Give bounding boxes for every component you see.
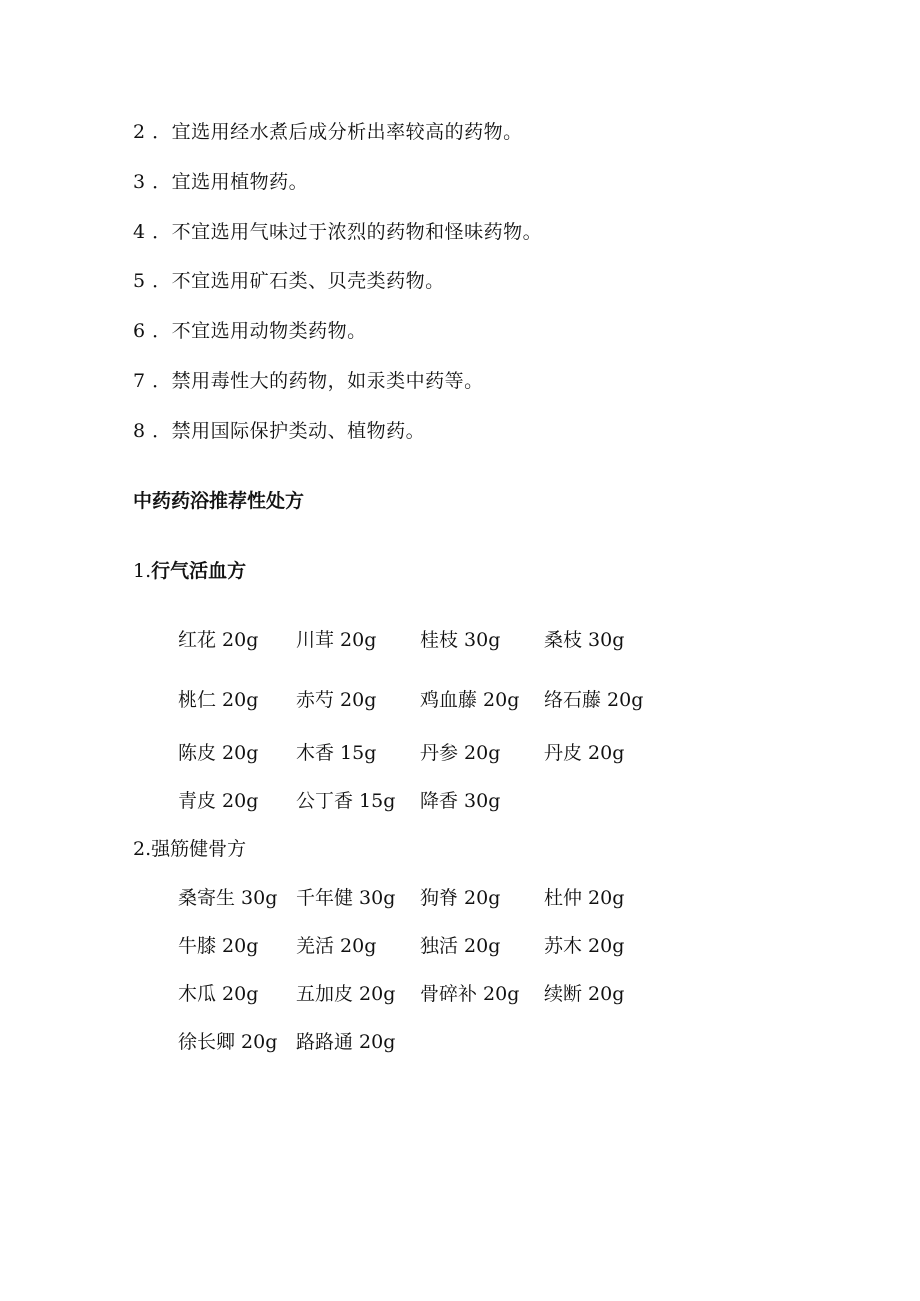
herb-item: 丹皮 20g xyxy=(544,742,625,764)
rule-item-8: 8 ．禁用国际保护类动、植物药。 xyxy=(133,420,426,442)
herb-item: 续断 20g xyxy=(544,983,625,1005)
section-title: 中药药浴推荐性处方 xyxy=(133,490,305,512)
herb-item: 川茸 20g xyxy=(296,629,377,651)
herb-row xyxy=(178,740,778,766)
formula-number: 2. xyxy=(133,838,152,860)
rule-item-2: 2 ．宜选用经水煮后成分析出率较高的药物。 xyxy=(133,121,523,143)
formula-name: 强筋健骨方 xyxy=(151,838,247,860)
rule-item-4: 4 ．不宜选用气味过于浓烈的药物和怪味药物。 xyxy=(133,221,543,243)
herb-row xyxy=(178,1029,778,1055)
rule-item-7: 7 ．禁用毒性大的药物，如汞类中药等。 xyxy=(133,370,484,392)
herb-row xyxy=(178,627,778,653)
herb-item: 陈皮 20g xyxy=(178,742,259,764)
herb-item: 公丁香 15g xyxy=(296,790,396,812)
herb-item: 千年健 30g xyxy=(296,887,396,909)
herb-item: 红花 20g xyxy=(178,629,259,651)
herb-item: 青皮 20g xyxy=(178,790,259,812)
herb-item: 络石藤 20g xyxy=(544,689,644,711)
herb-item: 赤芍 20g xyxy=(296,689,377,711)
herb-item: 杜仲 20g xyxy=(544,887,625,909)
formula-number: 1. xyxy=(133,560,152,582)
herb-item: 桑枝 30g xyxy=(544,629,625,651)
herb-row xyxy=(178,981,778,1007)
herb-item: 桃仁 20g xyxy=(178,689,259,711)
formula-name: 行气活血方 xyxy=(151,560,247,582)
rule-item-5: 5 ．不宜选用矿石类、贝壳类药物。 xyxy=(133,270,445,292)
herb-row xyxy=(178,788,778,814)
rule-item-6: 6 ．不宜选用动物类药物。 xyxy=(133,320,367,342)
herb-item: 丹参 20g xyxy=(420,742,501,764)
herb-row xyxy=(178,885,778,911)
herb-item: 木瓜 20g xyxy=(178,983,259,1005)
herb-item: 独活 20g xyxy=(420,935,501,957)
herb-row xyxy=(178,687,778,713)
herb-item: 路路通 20g xyxy=(296,1031,396,1053)
herb-item: 羌活 20g xyxy=(296,935,377,957)
herb-item: 狗脊 20g xyxy=(420,887,501,909)
herb-item: 桑寄生 30g xyxy=(178,887,278,909)
herb-item: 木香 15g xyxy=(296,742,377,764)
herb-item: 徐长卿 20g xyxy=(178,1031,278,1053)
formula-title-2 xyxy=(133,836,246,862)
rule-item-3: 3 ．宜选用植物药。 xyxy=(133,171,309,193)
herb-item: 降香 30g xyxy=(420,790,501,812)
herb-item: 桂枝 30g xyxy=(420,629,501,651)
herb-item: 骨碎补 20g xyxy=(420,983,520,1005)
herb-item: 五加皮 20g xyxy=(296,983,396,1005)
herb-row xyxy=(178,933,778,959)
herb-item: 鸡血藤 20g xyxy=(420,689,520,711)
herb-item: 苏木 20g xyxy=(544,935,625,957)
formula-title-1 xyxy=(133,558,246,584)
herb-item: 牛膝 20g xyxy=(178,935,259,957)
